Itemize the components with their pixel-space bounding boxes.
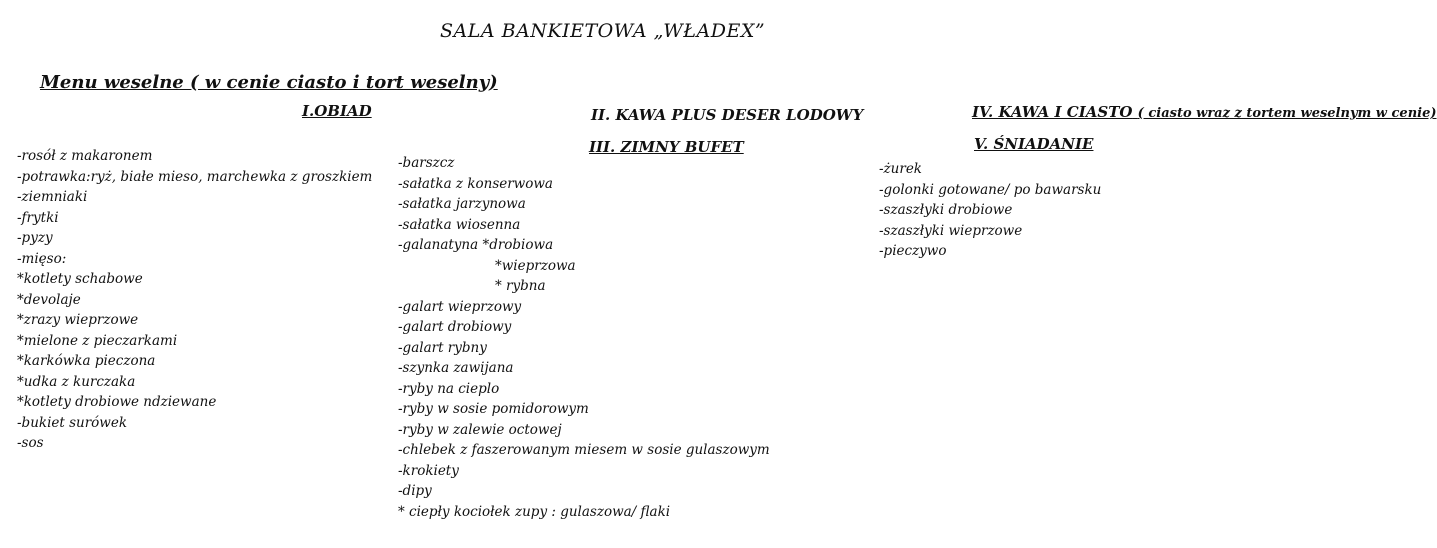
list-item: *devolaje — [17, 291, 81, 308]
list-item: -krokiety — [398, 462, 459, 479]
document-title: SALA BANKIETOWA „WŁADEX” — [440, 20, 766, 42]
list-item: -szaszłyki wieprzowe — [879, 222, 1023, 239]
obiad-list — [17, 146, 372, 454]
list-item: -sałatka wiosenna — [398, 216, 521, 233]
menu-subtitle: Menu weselne ( w cenie ciasto i tort weselny) — [40, 72, 498, 93]
list-item: -barszcz — [398, 155, 455, 171]
list-item: * rybna — [495, 278, 546, 294]
heading-zimny-bufet: III. ZIMNY BUFET — [589, 138, 744, 156]
heading-kawa-ciasto — [972, 103, 1437, 121]
list-item: -golonki gotowane/ po bawarsku — [879, 181, 1102, 198]
list-item: -galart drobiowy — [398, 319, 512, 335]
list-item: *wieprzowa — [495, 257, 576, 274]
list-item: -galart rybny — [398, 339, 487, 356]
zimny-bufet-list — [398, 153, 770, 522]
heading-kawa-deser: II. KAWA PLUS DESER LODOWY — [591, 106, 864, 124]
list-item: *kotlety schabowe — [17, 271, 143, 287]
list-item: * ciepły kociołek zupy : gulaszowa/ flaki — [398, 503, 671, 520]
list-item: -sos — [17, 435, 44, 451]
list-item: -galart wieprzowy — [398, 298, 522, 315]
list-item: -sałatka jarzynowa — [398, 196, 526, 212]
list-item: -szaszłyki drobiowe — [879, 202, 1013, 218]
list-item: -ziemniaki — [17, 189, 88, 205]
list-item: -pieczywo — [879, 243, 947, 259]
list-item: -mięso: — [17, 250, 67, 267]
list-item: *karkówka pieczona — [17, 353, 156, 369]
list-item: *mielone z pieczarkami — [17, 332, 178, 349]
list-item: -rosół z makaronem — [17, 148, 153, 164]
list-item: -ryby w zalewie octowej — [398, 421, 562, 438]
heading-kawa-ciasto-main: IV. KAWA I CIASTO — [972, 103, 1133, 121]
list-item: -szynka zawijana — [398, 360, 514, 376]
heading-kawa-ciasto-note: ( ciasto wraz z tortem weselnym w cenie) — [1137, 106, 1437, 121]
list-item: *zrazy wieprzowe — [17, 312, 139, 328]
list-item: -bukiet surówek — [17, 414, 128, 431]
list-item: -pyzy — [17, 230, 53, 246]
list-item: -galanatyna *drobiowa — [398, 237, 554, 253]
list-item: -sałatka z konserwowa — [398, 175, 553, 192]
list-item: *kotlety drobiowe ndziewane — [17, 394, 217, 410]
list-item: *udka z kurczaka — [17, 373, 136, 390]
list-item: -ryby w sosie pomidorowym — [398, 401, 589, 417]
list-item: -dipy — [398, 483, 432, 499]
heading-obiad: I.OBIAD — [302, 102, 372, 120]
heading-sniadanie: V. ŚNIADANIE — [974, 135, 1094, 153]
list-item: -chlebek z faszerowanym miesem w sosie gulaszowym — [398, 442, 770, 458]
list-item: -frytki — [17, 209, 59, 226]
list-item: -ryby na cieplo — [398, 380, 500, 397]
sniadanie-list — [879, 159, 1101, 262]
list-item: -żurek — [879, 161, 922, 177]
list-item: -potrawka:ryż, białe mieso, marchewka z groszkiem — [17, 168, 373, 185]
